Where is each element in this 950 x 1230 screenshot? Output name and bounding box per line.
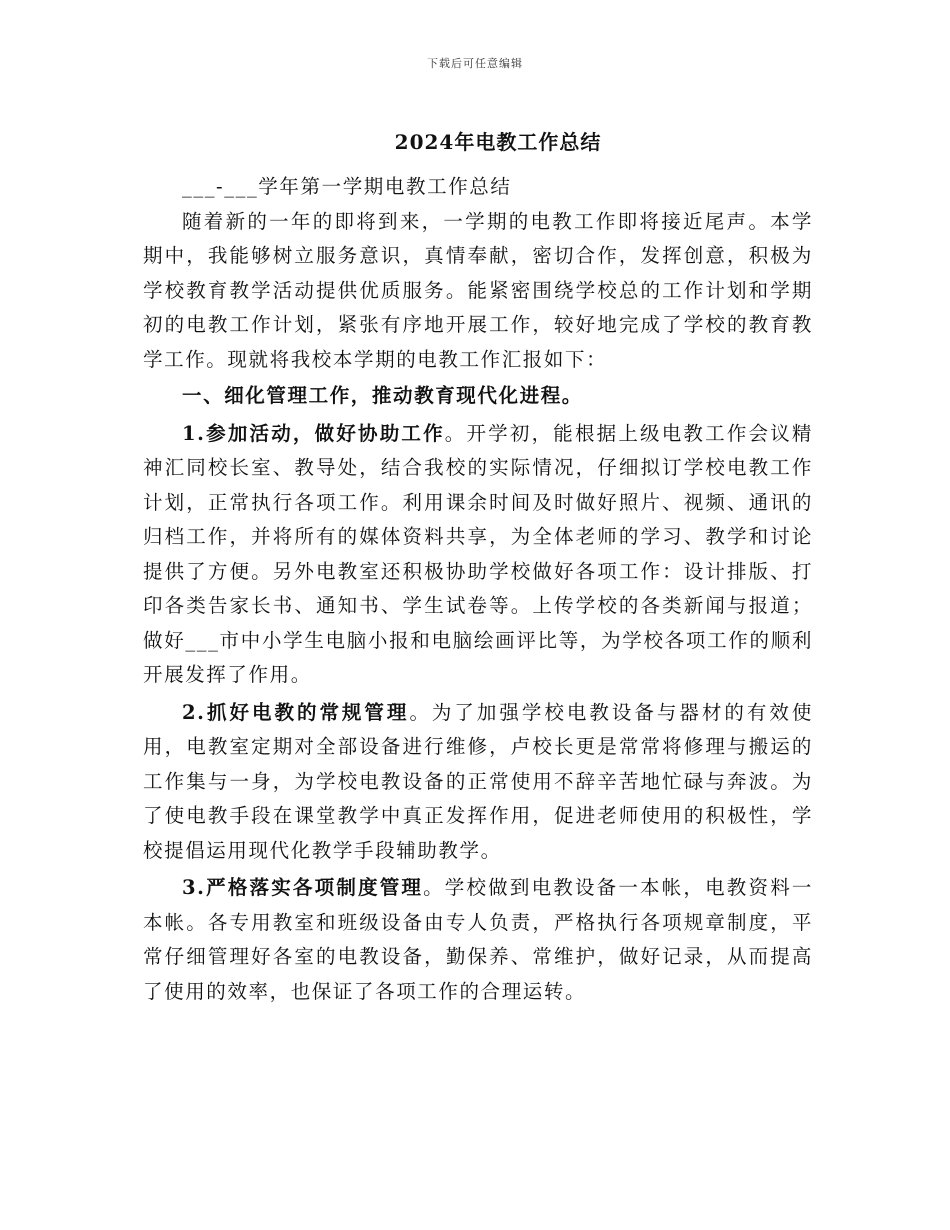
document-body [143, 170, 813, 1009]
item-lead: 2.抓好电教的常规管理 [182, 700, 410, 724]
item-lead: 3.严格落实各项制度管理 [182, 876, 424, 899]
section-item-1 [143, 417, 813, 693]
document-title: 2024年电教工作总结 [394, 130, 602, 154]
section-item-3 [143, 871, 813, 1009]
section-heading: 一、细化管理工作，推动教育现代化进程。 [182, 384, 583, 407]
item-text: 。学校做到电教设备一本帐，电教资料一本帐。各专用教室和班级设备由专人负责，严格执行各项规章制度，平常仔细管理好各室的电教设备，勤保养、常维护，做好记录，从而提高了使用的效率，也保证了各项工作的合理运转。 [143, 876, 813, 1003]
intro-paragraph: 随着新的一年的即将到来，一学期的电教工作即将接近尾声。本学期中，我能够树立服务意识，真情奉献，密切合作，发挥创意，积极为学校教育教学活动提供优质服务。能紧密围绕学校总的工作计划和学期初的电教工作计划，紧张有序地开展工作，较好地完成了学校的教育教学工作。现就将我校本学期的电教工作汇报如下： [143, 209, 813, 371]
header-note: 下载后可任意编辑 [427, 57, 523, 70]
section-item-2 [143, 696, 813, 869]
item-text: 。开学初，能根据上级电教工作会议精神汇同校长室、教导处，结合我校的实际情况，仔细拟订学校电教工作计划，正常执行各项工作。利用课余时间及时做好照片、视频、通讯的归档工作，并将所有的媒体资料共享，为全体老师的学习、教学和讨论提供了方便。另外电教室还积极协助学校做好各项工作：设计排版、打印各类告家长书、通知书、学生试卷等。上传学校的各类新闻与报道；做好___市中小学生电脑小报和电脑绘画评比等，为学校各项工作的顺利开展发挥了作用。 [143, 421, 813, 686]
document-subtitle: ___-___学年第一学期电教工作总结 [182, 175, 512, 198]
item-lead: 1.参加活动，做好协助工作 [182, 421, 445, 445]
item-text: 。为了加强学校电教设备与器材的有效使用，电教室定期对全部设备进行维修，卢校长更是常常将修理与搬运的工作集与一身，为学校电教设备的正常使用不辞辛苦地忙碌与奔波。为了使电教手段在课堂教学中真正发挥作用，促进老师使用的积极性，学校提倡运用现代化教学手段辅助教学。 [143, 700, 813, 862]
